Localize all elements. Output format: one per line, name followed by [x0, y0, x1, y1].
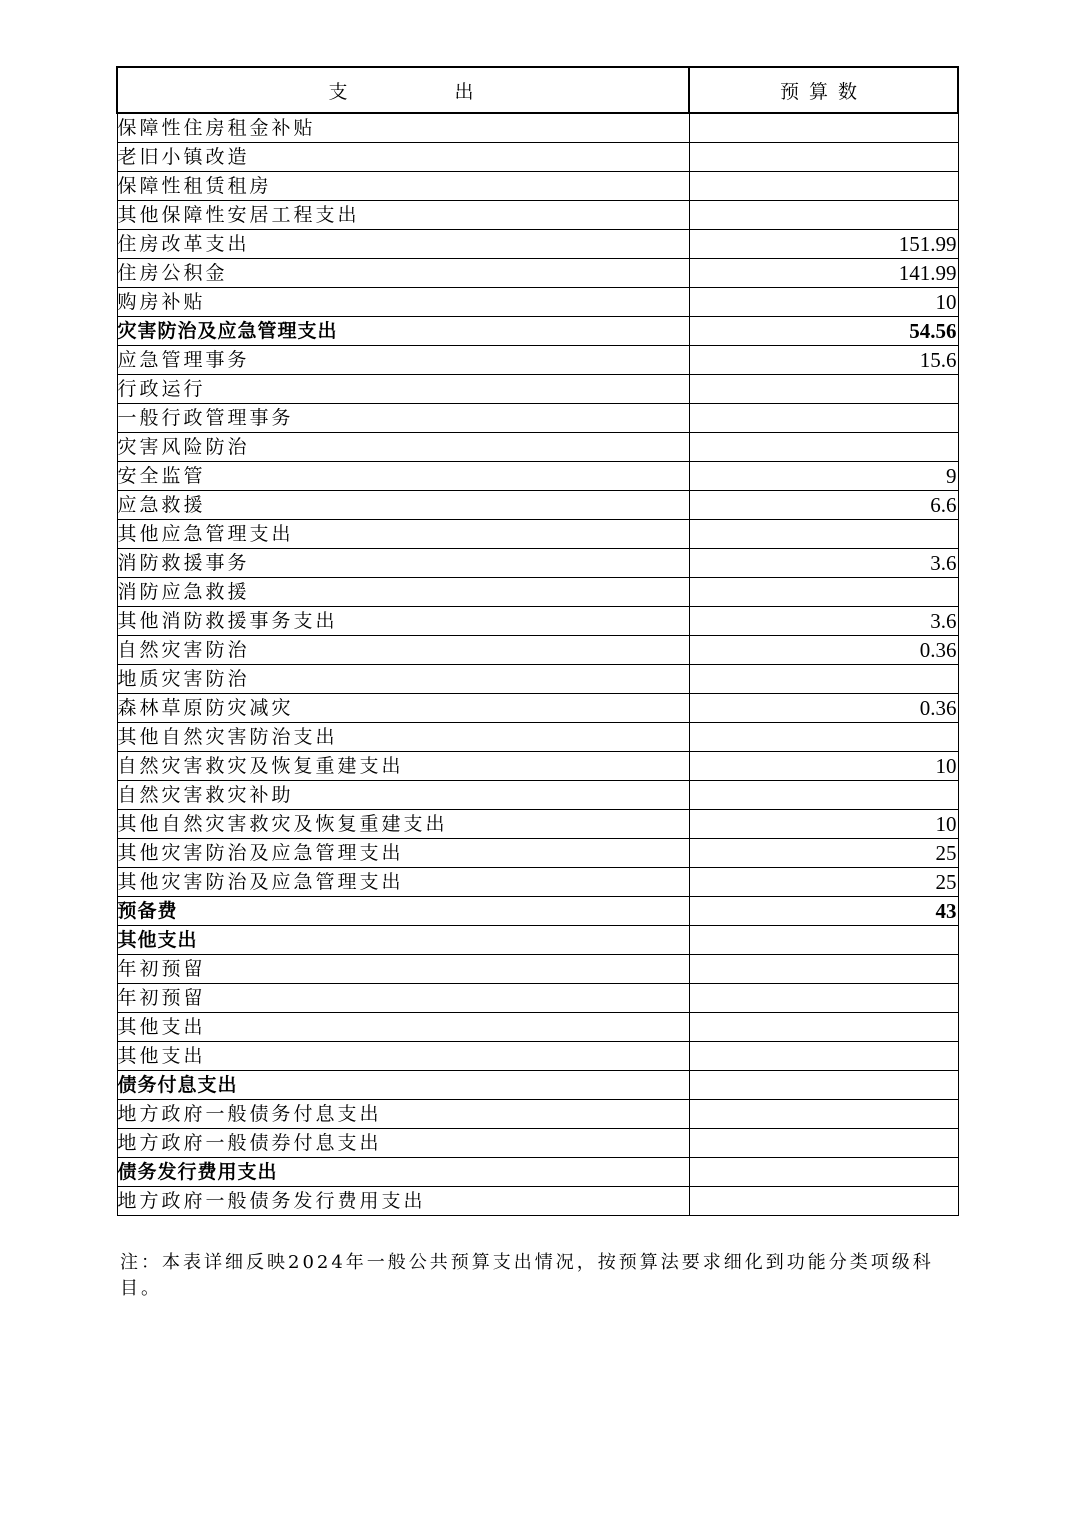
expenditure-item-name: 灾害防治及应急管理支出: [117, 317, 689, 346]
table-row: [117, 1071, 958, 1100]
budget-amount-cell: [689, 375, 958, 404]
budget-amount-cell: [689, 1042, 958, 1071]
table-row: [117, 230, 958, 259]
budget-amount-cell: [689, 433, 958, 462]
budget-amount-cell: [689, 1158, 958, 1187]
table-row: [117, 433, 958, 462]
budget-amount-cell: [689, 1100, 958, 1129]
budget-amount-cell: [689, 665, 958, 694]
expenditure-item-name: 其他消防救援事务支出: [117, 607, 689, 636]
expenditure-item-name: 年初预留: [117, 955, 689, 984]
expenditure-item-name: 森林草原防灾减灾: [117, 694, 689, 723]
expenditure-item-name: 一般行政管理事务: [117, 404, 689, 433]
table-row: [117, 752, 958, 781]
table-row: [117, 375, 958, 404]
table-row: [117, 288, 958, 317]
budget-expenditure-table: [116, 66, 959, 1216]
expenditure-item-name: 行政运行: [117, 375, 689, 404]
table-row: [117, 491, 958, 520]
table-body: [117, 113, 958, 1216]
budget-amount-cell: [689, 578, 958, 607]
expenditure-item-name: 消防救援事务: [117, 549, 689, 578]
expenditure-item-name: 灾害风险防治: [117, 433, 689, 462]
table-row: [117, 404, 958, 433]
table-row: [117, 346, 958, 375]
budget-amount-cell: 3.6: [689, 549, 958, 578]
budget-amount-cell: [689, 926, 958, 955]
table-row: [117, 1100, 958, 1129]
expenditure-item-name: 购房补贴: [117, 288, 689, 317]
table-row: [117, 926, 958, 955]
table-row: [117, 1158, 958, 1187]
expenditure-item-name: 预备费: [117, 897, 689, 926]
budget-amount-cell: 25: [689, 839, 958, 868]
table-row: [117, 607, 958, 636]
table-row: [117, 839, 958, 868]
table-row: [117, 1187, 958, 1216]
table-row: [117, 259, 958, 288]
budget-amount-cell: 6.6: [689, 491, 958, 520]
table-row: [117, 1129, 958, 1158]
table-row: [117, 810, 958, 839]
header-budget-amount: 预算数: [689, 67, 958, 113]
table-row: [117, 317, 958, 346]
budget-amount-cell: [689, 1071, 958, 1100]
budget-amount-cell: [689, 1013, 958, 1042]
table-row: [117, 1013, 958, 1042]
table-row: [117, 636, 958, 665]
expenditure-item-name: 自然灾害防治: [117, 636, 689, 665]
budget-amount-cell: 15.6: [689, 346, 958, 375]
budget-amount-cell: 54.56: [689, 317, 958, 346]
table-row: [117, 897, 958, 926]
budget-amount-cell: 25: [689, 868, 958, 897]
expenditure-item-name: 应急管理事务: [117, 346, 689, 375]
table-row: [117, 665, 958, 694]
expenditure-item-name: 保障性住房租金补贴: [117, 113, 689, 143]
table-row: [117, 781, 958, 810]
budget-amount-cell: [689, 113, 958, 143]
budget-amount-cell: 3.6: [689, 607, 958, 636]
table-row: [117, 723, 958, 752]
table-row: [117, 201, 958, 230]
table-row: [117, 172, 958, 201]
budget-amount-cell: 9: [689, 462, 958, 491]
expenditure-item-name: 地质灾害防治: [117, 665, 689, 694]
table-row: [117, 694, 958, 723]
expenditure-item-name: 债务付息支出: [117, 1071, 689, 1100]
budget-amount-cell: [689, 404, 958, 433]
table-row: [117, 143, 958, 172]
table-row: [117, 549, 958, 578]
budget-amount-cell: [689, 984, 958, 1013]
budget-amount-cell: [689, 172, 958, 201]
budget-amount-cell: [689, 201, 958, 230]
budget-amount-cell: 141.99: [689, 259, 958, 288]
expenditure-item-name: 住房公积金: [117, 259, 689, 288]
expenditure-item-name: 其他自然灾害救灾及恢复重建支出: [117, 810, 689, 839]
expenditure-item-name: 地方政府一般债务发行费用支出: [117, 1187, 689, 1216]
expenditure-item-name: 保障性租赁租房: [117, 172, 689, 201]
table-row: [117, 868, 958, 897]
budget-amount-cell: 10: [689, 288, 958, 317]
budget-amount-cell: [689, 1129, 958, 1158]
budget-amount-cell: [689, 520, 958, 549]
expenditure-item-name: 其他支出: [117, 1013, 689, 1042]
header-expenditure: 支 出: [117, 67, 689, 113]
budget-amount-cell: [689, 1187, 958, 1216]
table-row: [117, 520, 958, 549]
expenditure-item-name: 其他自然灾害防治支出: [117, 723, 689, 752]
table-header-row: [117, 67, 958, 113]
expenditure-item-name: 其他保障性安居工程支出: [117, 201, 689, 230]
budget-amount-cell: 0.36: [689, 636, 958, 665]
table-row: [117, 113, 958, 143]
expenditure-item-name: 其他应急管理支出: [117, 520, 689, 549]
expenditure-item-name: 消防应急救援: [117, 578, 689, 607]
table-footnote: 注：本表详细反映2024年一般公共预算支出情况，按预算法要求细化到功能分类项级科目。: [120, 1252, 934, 1299]
expenditure-item-name: 地方政府一般债务付息支出: [117, 1100, 689, 1129]
expenditure-item-name: 住房改革支出: [117, 230, 689, 259]
expenditure-item-name: 应急救援: [117, 491, 689, 520]
budget-amount-cell: [689, 723, 958, 752]
expenditure-item-name: 其他灾害防治及应急管理支出: [117, 839, 689, 868]
expenditure-item-name: 其他支出: [117, 926, 689, 955]
expenditure-item-name: 其他灾害防治及应急管理支出: [117, 868, 689, 897]
table-row: [117, 955, 958, 984]
expenditure-item-name: 安全监管: [117, 462, 689, 491]
table-row: [117, 1042, 958, 1071]
expenditure-item-name: 地方政府一般债券付息支出: [117, 1129, 689, 1158]
budget-amount-cell: [689, 955, 958, 984]
budget-amount-cell: [689, 781, 958, 810]
expenditure-item-name: 自然灾害救灾及恢复重建支出: [117, 752, 689, 781]
expenditure-item-name: 债务发行费用支出: [117, 1158, 689, 1187]
budget-amount-cell: 10: [689, 810, 958, 839]
expenditure-item-name: 老旧小镇改造: [117, 143, 689, 172]
budget-amount-cell: 151.99: [689, 230, 958, 259]
table-row: [117, 578, 958, 607]
expenditure-item-name: 其他支出: [117, 1042, 689, 1071]
budget-amount-cell: 10: [689, 752, 958, 781]
table-row: [117, 462, 958, 491]
budget-amount-cell: [689, 143, 958, 172]
table-row: [117, 984, 958, 1013]
budget-amount-cell: 0.36: [689, 694, 958, 723]
budget-amount-cell: 43: [689, 897, 958, 926]
expenditure-item-name: 年初预留: [117, 984, 689, 1013]
expenditure-item-name: 自然灾害救灾补助: [117, 781, 689, 810]
